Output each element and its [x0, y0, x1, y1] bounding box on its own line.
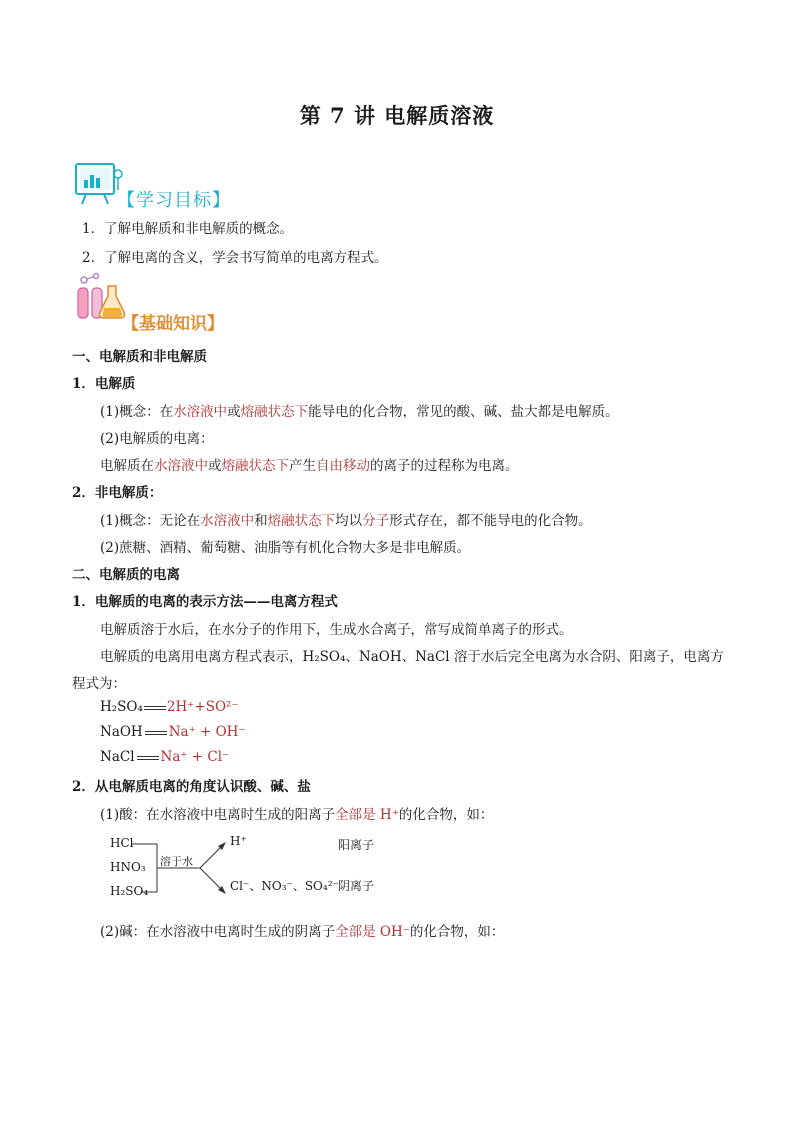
basics-heading: 【基础知识】 [122, 314, 224, 334]
acid-h2so4: H₂SO₄ [110, 884, 149, 898]
acid-hcl: HCl [110, 836, 134, 850]
equation-h2so4: H₂SO₄ 2H⁺+SO²⁻ [100, 699, 239, 715]
part1-s2-title: 2．非电解质： [72, 485, 163, 501]
acid-diagram-lines [130, 836, 230, 906]
part1-s1-title: 1．电解质 [72, 376, 136, 392]
objective-item-1: 1．了解电解质和非电解质的概念。 [82, 221, 294, 237]
acid-anion-label: 阴离子 [338, 879, 375, 893]
nonelectrolyte-examples: (2)蔗糖、酒精、葡萄糖、油脂等有机化合物大多是非电解质。 [100, 540, 471, 556]
objectives-heading: 【学习目标】 [117, 190, 231, 211]
base-definition: (2)碱：在水溶液中电离时生成的阴离子全部是 OH⁻的化合物，如： [100, 924, 505, 940]
nonelectrolyte-concept: (1)概念：无论在水溶液中和熔融状态下均以分子形式存在，都不能导电的化合物。 [100, 513, 592, 529]
ionization-paragraph-2-cont: 程式为： [72, 676, 126, 692]
part1-title: 一、电解质和非电解质 [72, 349, 207, 365]
objective-item-2: 2．了解电离的含义，学会书写简单的电离方程式。 [82, 250, 388, 266]
electrolyte-concept: (1)概念：在水溶液中或熔融状态下能导电的化合物，常见的酸、碱、盐大都是电解质。 [100, 404, 619, 420]
acid-arrow-label: 溶于水 [160, 855, 193, 868]
part2-title: 二、电解质的电离 [72, 567, 180, 583]
acid-cation: H⁺ [230, 834, 247, 848]
ionization-paragraph-2: 电解质的电离用电离方程式表示，H₂SO₄、NaOH、NaCl 溶于水后完全电离为水合阴、阳离子，电离方 [100, 649, 724, 665]
acid-cation-label: 阳离子 [338, 838, 375, 852]
acid-hno3: HNO₃ [110, 860, 146, 874]
part2-s2-title: 2．从电解质电离的角度认识酸、碱、盐 [72, 779, 311, 795]
electrolyte-ionization-text: 电解质在水溶液中或熔融状态下产生自由移动的离子的过程称为电离。 [100, 458, 519, 474]
acid-definition: (1)酸：在水溶液中电离时生成的阳离子全部是 H⁺的化合物，如： [100, 807, 494, 823]
equation-nacl: NaCl Na⁺ + Cl⁻ [100, 749, 230, 765]
equation-naoh: NaOH Na⁺ + OH⁻ [100, 724, 246, 740]
flask-icon [74, 272, 126, 322]
part2-s1-title: 1．电解质的电离的表示方法——电离方程式 [72, 594, 338, 610]
page-title: 第 7 讲 电解质溶液 [299, 103, 495, 128]
electrolyte-ionization-title: (2)电解质的电离： [100, 431, 214, 447]
ionization-paragraph-1: 电解质溶于水后，在水分子的作用下，生成水合离子，常写成简单离子的形式。 [100, 622, 573, 638]
acid-anions: Cl⁻、NO₃⁻、SO₄²⁻ [230, 879, 339, 893]
